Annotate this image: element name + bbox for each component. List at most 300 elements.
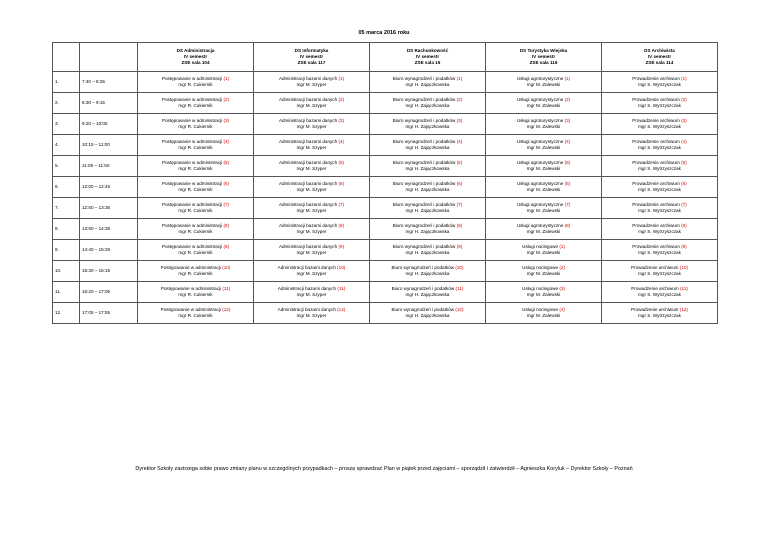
session-number: (5) [223,160,230,165]
lesson-time: 14:40 – 15:25 [80,240,138,261]
session-number: (4) [223,139,230,144]
column-header [138,43,254,72]
column-header-line3: ZSE sala 104 [181,60,210,65]
subject-name: Prowadzenie archiwum [632,118,680,123]
teacher-name: mgr M. Zalewski [526,313,561,318]
table-row [53,135,718,156]
session-number: (9) [456,244,463,249]
teacher-name: mgr M. Szyper [296,313,327,318]
session-number: (7) [564,202,571,207]
session-number: (1) [564,76,571,81]
teacher-name: mgr R. Cukiernik [178,292,213,297]
teacher-name: mgr S. Wytrzyszczak [638,250,681,255]
teacher-name: mgr H. Zajączkowska [405,208,450,213]
lesson-time: 12:50 – 13:35 [80,198,138,219]
schedule-cell [254,135,370,156]
session-number: (1) [338,76,345,81]
subject-name: Biuro wynagrodzeń i podatków [392,76,456,81]
schedule-cell [602,156,718,177]
teacher-name: mgr M. Zalewski [526,187,561,192]
schedule-cell [602,219,718,240]
schedule-cell [370,261,486,282]
schedule-cell [370,282,486,303]
schedule-cell [370,240,486,261]
session-number: (1) [223,76,230,81]
subject-name: Administracji bazami danych [278,223,338,228]
schedule-cell [602,261,718,282]
schedule-cell [254,198,370,219]
teacher-name: mgr M. Szyper [296,271,327,276]
column-header-line1: DS Informatyka [294,48,329,53]
subject-name: Biuro wynagrodzeń i podatków [392,181,456,186]
teacher-name: mgr M. Szyper [296,187,327,192]
teacher-name: mgr M. Szyper [296,292,327,297]
column-header-line3: ZSE sala 114 [645,60,674,65]
teacher-name: mgr R. Cukiernik [178,103,213,108]
subject-name: Postępowanie w administracji [161,202,223,207]
session-number: (11) [455,286,464,291]
subject-name: Postępowanie w administracji [160,265,221,270]
lesson-number: 2. [53,93,80,114]
session-number: (6) [456,181,463,186]
lesson-number: 8. [53,219,80,240]
session-number: (11) [337,286,346,291]
session-number: (10) [222,265,231,270]
schedule-cell [254,114,370,135]
session-number: (4) [681,139,687,144]
schedule-cell [138,261,254,282]
teacher-name: mgr S. Wytrzyszczak [638,103,681,108]
teacher-name: mgr M. Szyper [296,208,327,213]
session-number: (12) [679,307,688,312]
session-number: (12) [222,307,231,312]
teacher-name: mgr M. Szyper [296,229,327,234]
schedule-cell [486,240,602,261]
subject-name: Usługi agroturystyczne [516,139,564,144]
session-number: (4) [559,307,565,312]
session-number: (6) [564,181,571,186]
schedule-cell [486,261,602,282]
column-header-line2: IV semestr [531,54,556,59]
schedule-cell [370,156,486,177]
header-empty-time [80,43,138,72]
schedule-cell [138,72,254,93]
table-row [53,240,718,261]
subject-name: Prowadzenie archiwum [631,265,679,270]
schedule-cell [486,93,602,114]
subject-name: Prowadzenie archiwum [631,286,679,291]
teacher-name: mgr H. Zajączkowska [405,124,450,129]
schedule-cell [370,303,486,324]
session-number: (9) [223,244,230,249]
subject-name: Postępowanie w administracji [161,76,223,81]
lesson-number: 3. [53,114,80,135]
schedule-cell [254,93,370,114]
teacher-name: mgr R. Cukiernik [178,124,213,129]
table-row [53,282,718,303]
lesson-number: 11. [53,282,80,303]
teacher-name: mgr M. Zalewski [526,124,561,129]
subject-name: Usługi agroturystyczne [516,160,564,165]
table-row [53,303,718,324]
session-number: (11) [679,286,688,291]
column-header-line1: DS Administracja [176,48,215,53]
table-row [53,177,718,198]
session-number: (2) [338,97,345,102]
table-row [53,93,718,114]
subject-name: Prowadzenie archiwum [632,181,680,186]
teacher-name: mgr H. Zajączkowska [405,187,450,192]
teacher-name: mgr M. Zalewski [526,229,561,234]
subject-name: Postępowanie w administracji [161,223,223,228]
subject-name: Biuro wynagrodzeń i podatków [392,160,456,165]
session-number: (5) [338,160,345,165]
subject-name: Prowadzenie archiwum [632,76,680,81]
lesson-time: 8:30 – 9:15 [80,93,138,114]
subject-name: Administracji bazami danych [277,265,336,270]
session-number: (10) [679,265,688,270]
teacher-name: mgr M. Zalewski [526,208,561,213]
subject-name: Administracji bazami danych [278,76,338,81]
schedule-cell [486,198,602,219]
lesson-time: 15:30 – 16:15 [80,261,138,282]
schedule-cell [254,261,370,282]
schedule-cell [602,135,718,156]
schedule-cell [602,114,718,135]
session-number: (5) [564,160,571,165]
subject-name: Usługi agroturystyczne [516,118,564,123]
schedule-cell [486,219,602,240]
column-header-line2: IV semestr [647,54,672,59]
session-number: (4) [564,139,571,144]
session-number: (7) [681,202,687,207]
teacher-name: mgr H. Zajączkowska [405,166,450,171]
column-header [254,43,370,72]
header-row [53,43,718,72]
teacher-name: mgr H. Zajączkowska [405,82,450,87]
subject-name: Postępowanie w administracji [161,139,223,144]
session-number: (9) [338,244,345,249]
lesson-time: 7:40 – 8:25 [80,72,138,93]
teacher-name: mgr M. Szyper [296,124,327,129]
lesson-time: 13:50 – 14:35 [80,219,138,240]
teacher-name: mgr R. Cukiernik [178,187,213,192]
teacher-name: mgr H. Zajączkowska [405,292,450,297]
subject-name: Biuro wynagrodzeń i podatków [391,286,455,291]
subject-name: Biuro wynagrodzeń i podatków [392,118,456,123]
session-number: (5) [681,160,687,165]
column-header-line2: IV semestr [415,54,440,59]
table-row [53,261,718,282]
subject-name: Usługi agroturystyczne [516,97,564,102]
subject-name: Prowadzenie archiwum [632,202,680,207]
subject-name: Administracji bazami danych [278,97,338,102]
footer-note: Dyrektor Szkoły zastrzega sobie prawo zmiany planu w szczególnych przypadkach – proszę sprawdzać Plan w piątek przed zajęciami – sporządził i zatwierdził – Agnieszka Koryluk – Dyrektor Szkoły – Poznań [135,466,633,472]
schedule-cell [486,135,602,156]
schedule-cell [602,93,718,114]
teacher-name: mgr S. Wytrzyszczak [638,145,681,150]
subject-name: Biuro wynagrodzeń i podatków [391,307,455,312]
schedule-cell [254,240,370,261]
session-number: (8) [338,223,345,228]
subject-name: Usługi noclegowe [522,307,559,312]
session-number: (2) [564,97,571,102]
teacher-name: mgr R. Cukiernik [178,82,213,87]
subject-name: Usługi agroturystyczne [516,202,564,207]
schedule-table [52,42,718,324]
subject-name: Prowadzenie archiwum [632,139,680,144]
schedule-cell [138,282,254,303]
subject-name: Usługi noclegowe [522,286,559,291]
teacher-name: mgr R. Cukiernik [178,313,213,318]
schedule-cell [370,114,486,135]
lesson-time: 11:05 – 11:50 [80,156,138,177]
teacher-name: mgr S. Wytrzyszczak [638,271,681,276]
schedule-cell [254,282,370,303]
teacher-name: mgr M. Szyper [296,103,327,108]
teacher-name: mgr S. Wytrzyszczak [638,187,681,192]
subject-name: Biuro wynagrodzeń i podatków [392,223,456,228]
subject-name: Administracji bazami danych [278,181,338,186]
session-number: (1) [559,244,565,249]
schedule-cell [138,303,254,324]
lesson-time: 16:20 – 17:05 [80,282,138,303]
table-row [53,198,718,219]
subject-name: Usługi agroturystyczne [516,76,564,81]
teacher-name: mgr S. Wytrzyszczak [638,292,681,297]
session-number: (12) [337,307,346,312]
schedule-cell [138,219,254,240]
teacher-name: mgr M. Zalewski [526,82,561,87]
schedule-cell [138,156,254,177]
schedule-cell [254,72,370,93]
column-header-line1: DS Archiwista [644,48,675,53]
session-number: (10) [455,265,464,270]
subject-name: Biuro wynagrodzeń i podatków [392,202,456,207]
teacher-name: mgr R. Cukiernik [178,145,213,150]
teacher-name: mgr H. Zajączkowska [405,103,450,108]
schedule-cell [486,282,602,303]
teacher-name: mgr R. Cukiernik [178,208,213,213]
schedule-cell [370,93,486,114]
session-number: (5) [456,160,463,165]
subject-name: Usługi agroturystyczne [516,223,564,228]
session-number: (12) [455,307,464,312]
subject-name: Prowadzenie archiwum [632,97,680,102]
session-number: (6) [681,181,687,186]
lesson-number: 7. [53,198,80,219]
subject-name: Prowadzenie archiwum [632,160,680,165]
schedule-cell [602,72,718,93]
schedule-cell [486,177,602,198]
lesson-time: 17:05 – 17:55 [80,303,138,324]
schedule-cell [486,303,602,324]
session-number: (11) [222,286,231,291]
teacher-name: mgr M. Szyper [296,166,327,171]
subject-name: Postępowanie w administracji [161,244,223,249]
session-number: (7) [456,202,463,207]
teacher-name: mgr S. Wytrzyszczak [638,229,681,234]
column-header-line1: DS Rachunkowość [406,48,449,53]
subject-name: Administracji bazami danych [277,286,337,291]
column-header-line2: IV semestr [299,54,324,59]
schedule-cell [138,177,254,198]
session-number: (2) [456,97,463,102]
session-number: (7) [338,202,345,207]
schedule-cell [602,282,718,303]
schedule-cell [486,114,602,135]
subject-name: Administracji bazami danych [278,202,338,207]
lesson-number: 9. [53,240,80,261]
teacher-name: mgr H. Zajączkowska [405,229,450,234]
schedule-cell [370,198,486,219]
table-row [53,156,718,177]
lesson-number: 12. [53,303,80,324]
schedule-cell [486,72,602,93]
subject-name: Administracji bazami danych [278,139,338,144]
column-header-line3: ZSE sala 116 [529,60,558,65]
schedule-cell [602,303,718,324]
schedule-cell [138,93,254,114]
lesson-time: 12:00 – 12:45 [80,177,138,198]
teacher-name: mgr H. Zajączkowska [405,250,450,255]
teacher-name: mgr R. Cukiernik [178,250,213,255]
session-number: (3) [456,118,463,123]
teacher-name: mgr R. Cukiernik [178,271,213,276]
schedule-cell [370,177,486,198]
column-header-line2: IV semestr [183,54,208,59]
column-header [602,43,718,72]
teacher-name: mgr S. Wytrzyszczak [638,313,681,318]
subject-name: Administracji bazami danych [277,307,336,312]
session-number: (3) [338,118,345,123]
column-header [370,43,486,72]
session-number: (4) [456,139,463,144]
session-number: (2) [559,265,565,270]
subject-name: Postępowanie w administracji [160,307,221,312]
teacher-name: mgr H. Zajączkowska [405,313,450,318]
schedule-cell [138,198,254,219]
subject-name: Postępowanie w administracji [160,286,222,291]
subject-name: Biuro wynagrodzeń i podatków [392,139,456,144]
schedule-cell [138,135,254,156]
header-empty-num [53,43,80,72]
column-header-line1: DS Turystyka Wiejska [519,48,568,53]
lesson-number: 1. [53,72,80,93]
schedule-cell [254,303,370,324]
teacher-name: mgr M. Zalewski [526,292,561,297]
lesson-time: 9:20 – 10:05 [80,114,138,135]
teacher-name: mgr R. Cukiernik [178,166,213,171]
subject-name: Prowadzenie archiwum [632,223,680,228]
lesson-number: 4. [53,135,80,156]
table-row [53,219,718,240]
teacher-name: mgr S. Wytrzyszczak [638,124,681,129]
session-number: (6) [338,181,345,186]
teacher-name: mgr S. Wytrzyszczak [638,208,681,213]
teacher-name: mgr M. Zalewski [526,166,561,171]
lesson-number: 5. [53,156,80,177]
column-header-line3: ZSE sala 117 [297,60,326,65]
schedule-cell [254,156,370,177]
lesson-time: 10:15 – 11:00 [80,135,138,156]
session-number: (8) [564,223,571,228]
teacher-name: mgr S. Wytrzyszczak [638,82,681,87]
teacher-name: mgr M. Zalewski [526,145,561,150]
session-number: (8) [456,223,463,228]
session-number: (3) [223,118,230,123]
session-number: (7) [223,202,230,207]
subject-name: Biuro wynagrodzeń i podatków [391,265,455,270]
teacher-name: mgr M. Szyper [296,250,327,255]
session-number: (4) [338,139,345,144]
subject-name: Administracji bazami danych [278,244,338,249]
teacher-name: mgr M. Zalewski [526,250,561,255]
schedule-cell [370,135,486,156]
schedule-cell [138,240,254,261]
subject-name: Usługi noclegowe [522,244,559,249]
schedule-cell [602,198,718,219]
teacher-name: mgr H. Zajączkowska [405,271,450,276]
subject-name: Postępowanie w administracji [161,160,223,165]
subject-name: Postępowanie w administracji [161,181,223,186]
session-number: (10) [337,265,346,270]
session-number: (8) [681,223,687,228]
session-number: (3) [564,118,571,123]
table-row [53,72,718,93]
table-row [53,114,718,135]
schedule-cell [138,114,254,135]
subject-name: Administracji bazami danych [278,118,338,123]
subject-name: Postępowanie w administracji [161,97,223,102]
teacher-name: mgr M. Szyper [296,82,327,87]
schedule-cell [370,72,486,93]
session-number: (1) [456,76,463,81]
teacher-name: mgr H. Zajączkowska [405,145,450,150]
session-number: (2) [681,97,687,102]
schedule-cell [602,240,718,261]
session-number: (8) [223,223,230,228]
subject-name: Prowadzenie archiwum [631,307,679,312]
lesson-number: 6. [53,177,80,198]
session-number: (9) [681,244,687,249]
session-number: (3) [681,118,687,123]
subject-name: Biuro wynagrodzeń i podatków [392,244,456,249]
schedule-cell [370,219,486,240]
schedule-cell [254,177,370,198]
teacher-name: mgr M. Zalewski [526,271,561,276]
teacher-name: mgr M. Zalewski [526,103,561,108]
column-header-line3: ZSE sala 15 [414,60,441,65]
teacher-name: mgr S. Wytrzyszczak [638,166,681,171]
subject-name: Usługi agroturystyczne [516,181,564,186]
session-number: (3) [559,286,565,291]
subject-name: Administracji bazami danych [278,160,338,165]
subject-name: Postępowanie w administracji [161,118,223,123]
session-number: (1) [681,76,687,81]
subject-name: Biuro wynagrodzeń i podatków [392,97,456,102]
schedule-cell [486,156,602,177]
session-number: (6) [223,181,230,186]
lesson-number: 10. [53,261,80,282]
schedule-cell [602,177,718,198]
schedule-cell [254,219,370,240]
column-header [486,43,602,72]
session-number: (2) [223,97,230,102]
subject-name: Usługi noclegowe [522,265,559,270]
page-title: 05 marca 2016 roku [358,30,410,36]
teacher-name: mgr R. Cukiernik [178,229,213,234]
